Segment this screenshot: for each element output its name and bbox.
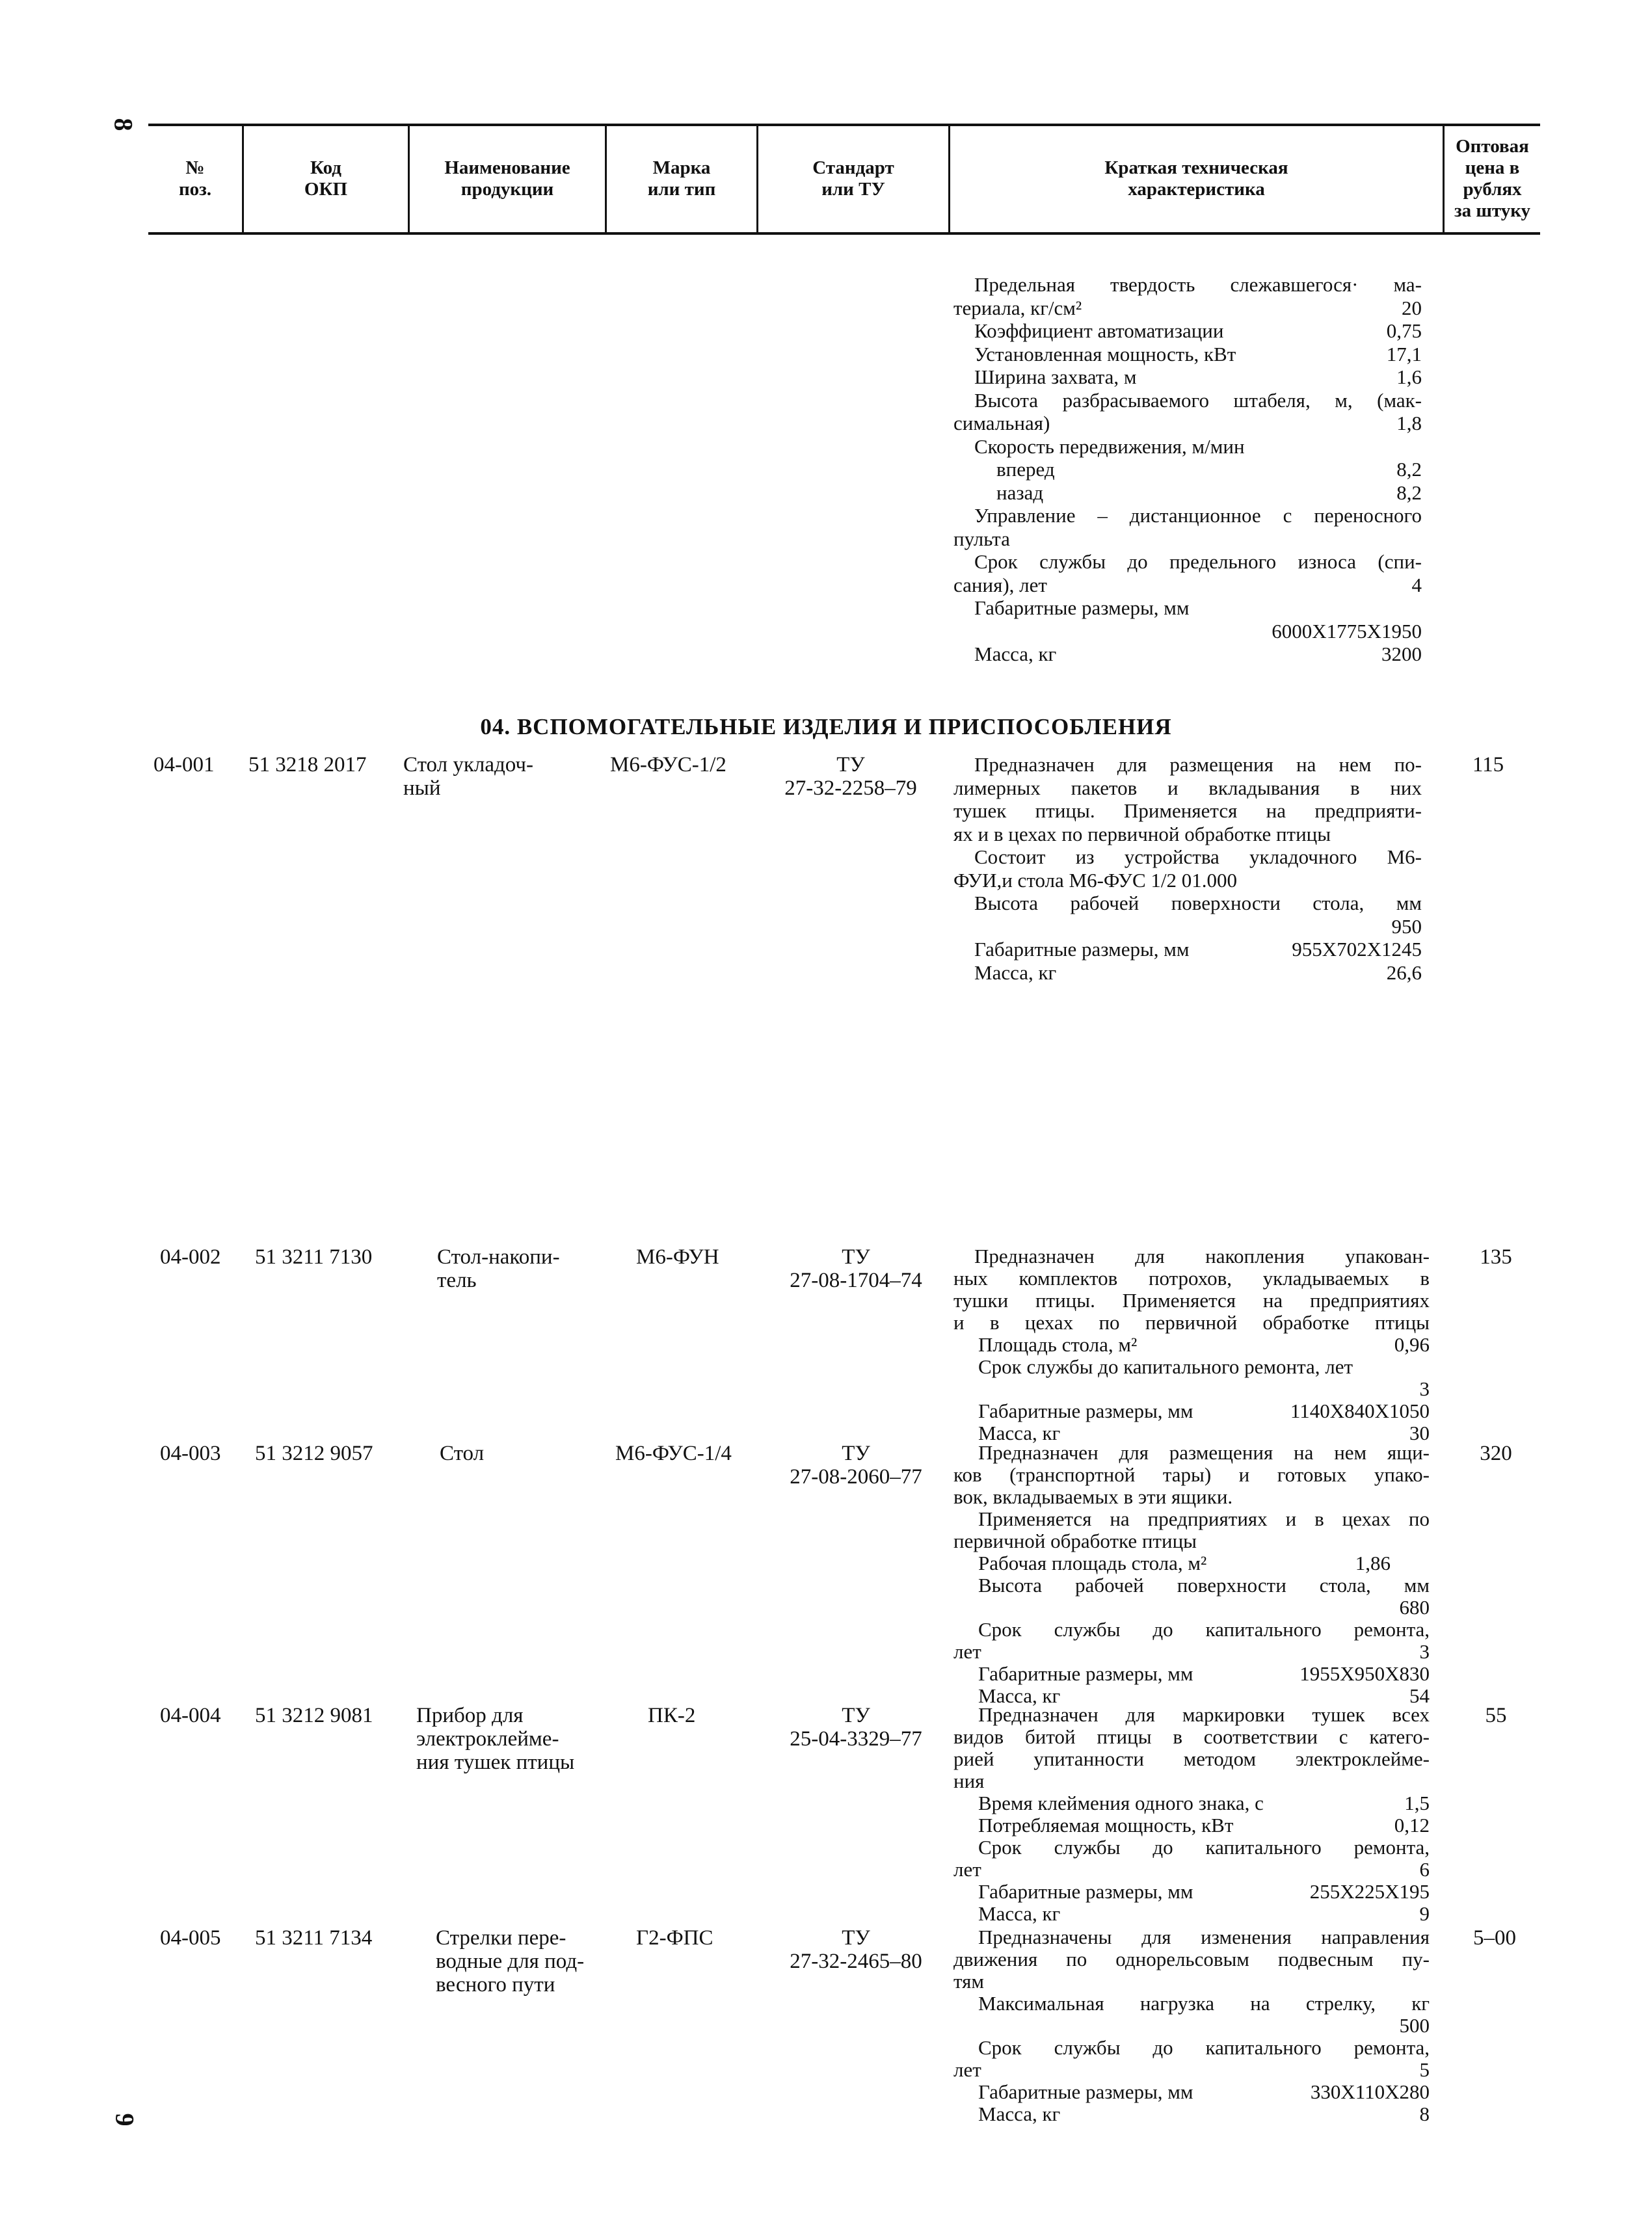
spec-line: Габаритные размеры, мм 955X702X1245 [974, 938, 1422, 961]
spec-line: Максимальная нагрузка на стрелку, кг [978, 1992, 1430, 2015]
spec-line: териала, кг/см² 20 [953, 296, 1422, 319]
spec-line: Высота разбрасываемого штабеля, м, (мак- [974, 388, 1422, 412]
spec-line: Потребляемая мощность, кВт 0,12 [978, 1814, 1430, 1837]
spec-line: Предназначен для размещения на нем по- [974, 753, 1422, 776]
row-okp: 51 3212 9057 [255, 1442, 373, 1465]
spec-line: Высота рабочей поверхности стола, мм [974, 892, 1422, 914]
row-name: Стол укладоч- ный [403, 753, 534, 800]
row-position: 04-003 [160, 1442, 221, 1465]
spec-line: Масса, кг 8 [978, 2102, 1430, 2125]
spec-line: Габаритные размеры, мм [974, 596, 1190, 619]
row-position: 04-002 [160, 1245, 221, 1269]
spec-line: Масса, кг 54 [978, 1684, 1430, 1707]
spec-line: движения по однорельсовым подвесным пу- [953, 1948, 1430, 1970]
spec-line: Срок службы до капитального ремонта, [978, 2036, 1430, 2059]
row-spec [953, 1704, 1430, 1925]
spec-line: лет 6 [953, 1858, 1430, 1881]
spec-line: Коэффициент автоматизации 0,75 [974, 319, 1422, 342]
spec-line: тушки птицы. Применяется на предприятиях [953, 1289, 1430, 1312]
spec-line: 3 [1419, 1377, 1430, 1400]
spec-line: тям [953, 1970, 985, 1993]
row-okp: 51 3211 7130 [255, 1245, 373, 1269]
row-price: 135 [1480, 1245, 1512, 1269]
spec-line: пульта [953, 527, 1010, 550]
spec-line: Рабочая площадь стола, м² 1,86 [978, 1552, 1391, 1574]
spec-line: вперед 8,2 [996, 458, 1422, 481]
spec-line: симальная) 1,8 [953, 412, 1422, 434]
row-standard: ТУ 27-08-2060–77 [790, 1442, 922, 1489]
row-name: Стол-накопи- тель [437, 1245, 560, 1292]
row-spec [953, 753, 1422, 984]
spec-line: видов битой птицы в соответствии с катего- [953, 1725, 1430, 1748]
spec-line: Установленная мощность, кВт 17,1 [974, 342, 1422, 365]
row-position: 04-005 [160, 1926, 221, 1950]
spec-line: назад 8,2 [996, 481, 1422, 504]
spec-line: Срок службы до капитального ремонта, лет [978, 1355, 1353, 1378]
row-position: 04-004 [160, 1704, 221, 1727]
row-brand: ПК-2 [648, 1704, 696, 1727]
row-spec [953, 1926, 1430, 2125]
spec-line: Время клеймения одного знака, с 1,5 [978, 1792, 1430, 1814]
spec-line: лет 5 [953, 2058, 1430, 2081]
page-number-top: 8 [109, 118, 139, 131]
spec-line: ФУИ,и стола М6-ФУС 1/2 01.000 [953, 868, 1238, 892]
spec-line: Высота рабочей поверхности стола, мм [978, 1574, 1430, 1597]
spec-line: Срок службы до предельного износа (спи- [974, 550, 1422, 573]
row-name: Прибор для электроклейме- ния тушек птицы [416, 1704, 575, 1774]
spec-line: Срок службы до капитального ремонта, [978, 1618, 1430, 1641]
spec-line: ков (транспортной тары) и готовых упако- [953, 1463, 1430, 1486]
header-position: № поз. [178, 157, 212, 200]
row-okp: 51 3211 7134 [255, 1926, 373, 1950]
row-standard: ТУ 27-32-2258–79 [784, 753, 917, 800]
spec-line: 500 [1399, 2014, 1430, 2037]
spec-line: Управление – дистанционное с переносного [974, 504, 1422, 527]
spec-line: Площадь стола, м² 0,96 [978, 1333, 1430, 1356]
spec-line: 680 [1399, 1596, 1430, 1619]
header-okp: Код ОКП [304, 157, 348, 200]
row-position: 04-001 [153, 753, 215, 776]
row-name: Стол [440, 1442, 485, 1465]
spec-line: и в цехах по первичной обработке птицы [953, 1311, 1430, 1334]
row-spec [953, 1442, 1430, 1707]
spec-line: лимерных пакетов и вкладывания в них [953, 776, 1422, 799]
section-title: 04. ВСПОМОГАТЕЛЬНЫЕ ИЗДЕЛИЯ И ПРИСПОСОБЛЕНИЯ [480, 714, 1172, 739]
spec-line: 6000X1775X1950 [1272, 619, 1422, 643]
spec-line: лет 3 [953, 1640, 1430, 1663]
header-bottom-rule [148, 232, 1540, 235]
spec-line: первичной обработке птицы [953, 1530, 1197, 1552]
header-price: Оптовая цена в рублях за штуку [1454, 136, 1531, 221]
row-price: 55 [1485, 1704, 1507, 1727]
spec-line: ния [953, 1770, 985, 1792]
header-standard: Стандарт или ТУ [812, 157, 894, 200]
row-brand: М6-ФУН [636, 1245, 719, 1269]
spec-line: Предназначены для изменения направления [978, 1926, 1430, 1948]
header-name: Наименование продукции [444, 157, 570, 200]
spec-line: рией упитанности методом электроклейме- [953, 1747, 1430, 1770]
spec-line: Габаритные размеры, мм 330X110X280 [978, 2080, 1430, 2103]
spec-line: Скорость передвижения, м/мин [974, 434, 1245, 458]
row-okp: 51 3218 2017 [248, 753, 367, 776]
spec-line: вок, вкладываемых в эти ящики. [953, 1485, 1233, 1508]
row-standard: ТУ 25-04-3329–77 [790, 1704, 922, 1751]
row-price: 115 [1472, 753, 1504, 776]
row-price: 5–00 [1473, 1926, 1516, 1950]
page-number-bottom: 9 [110, 2113, 140, 2127]
spec-line: Габаритные размеры, мм 1140X840X1050 [978, 1399, 1430, 1422]
row-spec [953, 1245, 1430, 1444]
row-brand: М6-ФУС-1/2 [610, 753, 726, 776]
spec-line: Ширина захвата, м 1,6 [974, 365, 1422, 388]
spec-line: Срок службы до капитального ремонта, [978, 1836, 1430, 1859]
spec-line: Масса, кг 30 [978, 1422, 1430, 1444]
spec-line: Масса, кг 9 [978, 1902, 1430, 1925]
spec-line: ях и в цехах по первичной обработке птицы [953, 822, 1331, 845]
header-spec: Краткая техническая характеристика [1104, 157, 1288, 200]
spec-line: 950 [1391, 914, 1422, 938]
spec-line: Масса, кг 26,6 [974, 961, 1422, 984]
row-okp: 51 3212 9081 [255, 1704, 373, 1727]
spec-line: Габаритные размеры, мм 255X225X195 [978, 1880, 1430, 1903]
row-price: 320 [1480, 1442, 1512, 1465]
spec-line: Предназначен для размещения на нем ящи- [978, 1441, 1430, 1464]
row-brand: Г2-ФПС [636, 1926, 713, 1950]
row-brand: М6-ФУС-1/4 [615, 1442, 732, 1465]
spec-line: Предназначен для накопления упакован- [974, 1245, 1430, 1267]
spec-line: Масса, кг 3200 [974, 643, 1422, 665]
header-top-rule [148, 124, 1540, 126]
continued-spec [953, 273, 1422, 666]
spec-line: ных комплектов потрохов, укладываемых в [953, 1267, 1430, 1290]
spec-line: Предназначен для маркировки тушек всех [978, 1703, 1430, 1726]
spec-line: Состоит из устройства укладочного М6- [974, 845, 1422, 868]
spec-line: Применяется на предприятиях и в цехах по [978, 1507, 1430, 1530]
spec-line: Предельная твердость слежавшегося· ма- [974, 273, 1422, 296]
spec-line: тушек птицы. Применяется на предприяти- [953, 799, 1422, 822]
row-standard: ТУ 27-08-1704–74 [790, 1245, 922, 1292]
row-name: Стрелки пере- водные для под- весного пути [436, 1926, 585, 1996]
header-brand: Марка или тип [647, 157, 716, 200]
spec-line: сания), лет 4 [953, 573, 1422, 596]
row-standard: ТУ 27-32-2465–80 [790, 1926, 922, 1973]
spec-line: Габаритные размеры, мм 1955X950X830 [978, 1662, 1430, 1685]
